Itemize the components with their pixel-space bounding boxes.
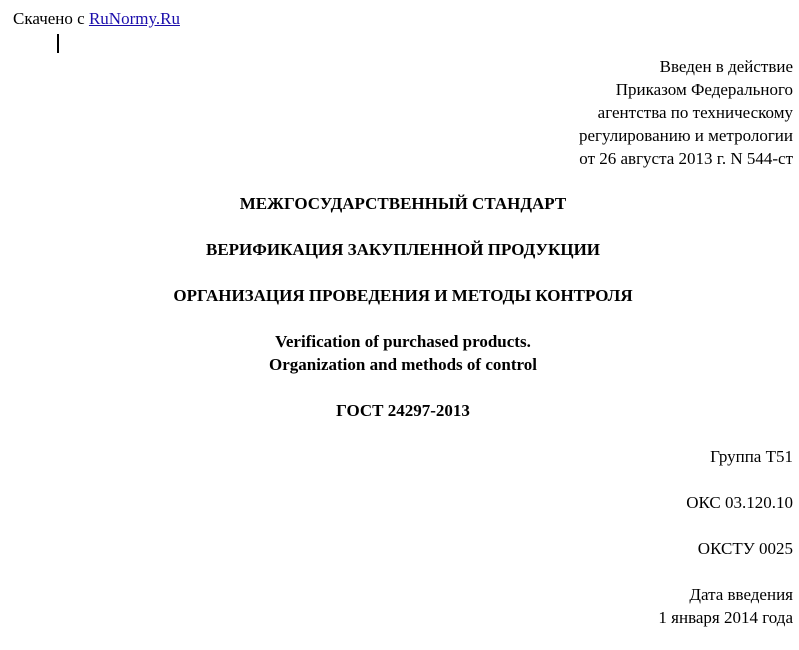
standard-title: ВЕРИФИКАЦИЯ ЗАКУПЛЕННОЙ ПРОДУКЦИИ bbox=[205, 240, 601, 259]
effective-date-label: Дата введения bbox=[689, 585, 793, 604]
standard-designation: ГОСТ 24297-2013 bbox=[336, 401, 470, 420]
classification-oks: ОКС 03.120.10 bbox=[686, 493, 793, 512]
enactment-line: регулированию и метрологии bbox=[578, 126, 793, 145]
enactment-block bbox=[579, 55, 793, 170]
effective-date-block bbox=[658, 583, 793, 629]
classification-group: Группа Т51 bbox=[710, 447, 793, 466]
source-link[interactable]: RuNormy.Ru bbox=[88, 9, 180, 28]
english-title-line1: Verification of purchased products. bbox=[275, 332, 531, 351]
source-note bbox=[13, 8, 180, 30]
standard-subtitle: ОРГАНИЗАЦИЯ ПРОВЕДЕНИЯ И МЕТОДЫ КОНТРОЛЯ bbox=[173, 286, 633, 305]
effective-date-value: 1 января 2014 года bbox=[658, 608, 793, 627]
enactment-line: Введен в действие bbox=[659, 57, 793, 76]
text-cursor bbox=[57, 34, 59, 53]
enactment-line: агентства по техническому bbox=[597, 103, 793, 122]
english-title-line2: Organization and methods of control bbox=[269, 355, 537, 374]
standard-type-heading: МЕЖГОСУДАРСТВЕННЫЙ СТАНДАРТ bbox=[239, 194, 567, 213]
classification-okstu: ОКСТУ 0025 bbox=[697, 539, 793, 558]
enactment-line: Приказом Федерального bbox=[615, 80, 793, 99]
source-prefix: Скачено с bbox=[13, 9, 85, 28]
enactment-line: от 26 августа 2013 г. N 544-ст bbox=[579, 149, 793, 168]
